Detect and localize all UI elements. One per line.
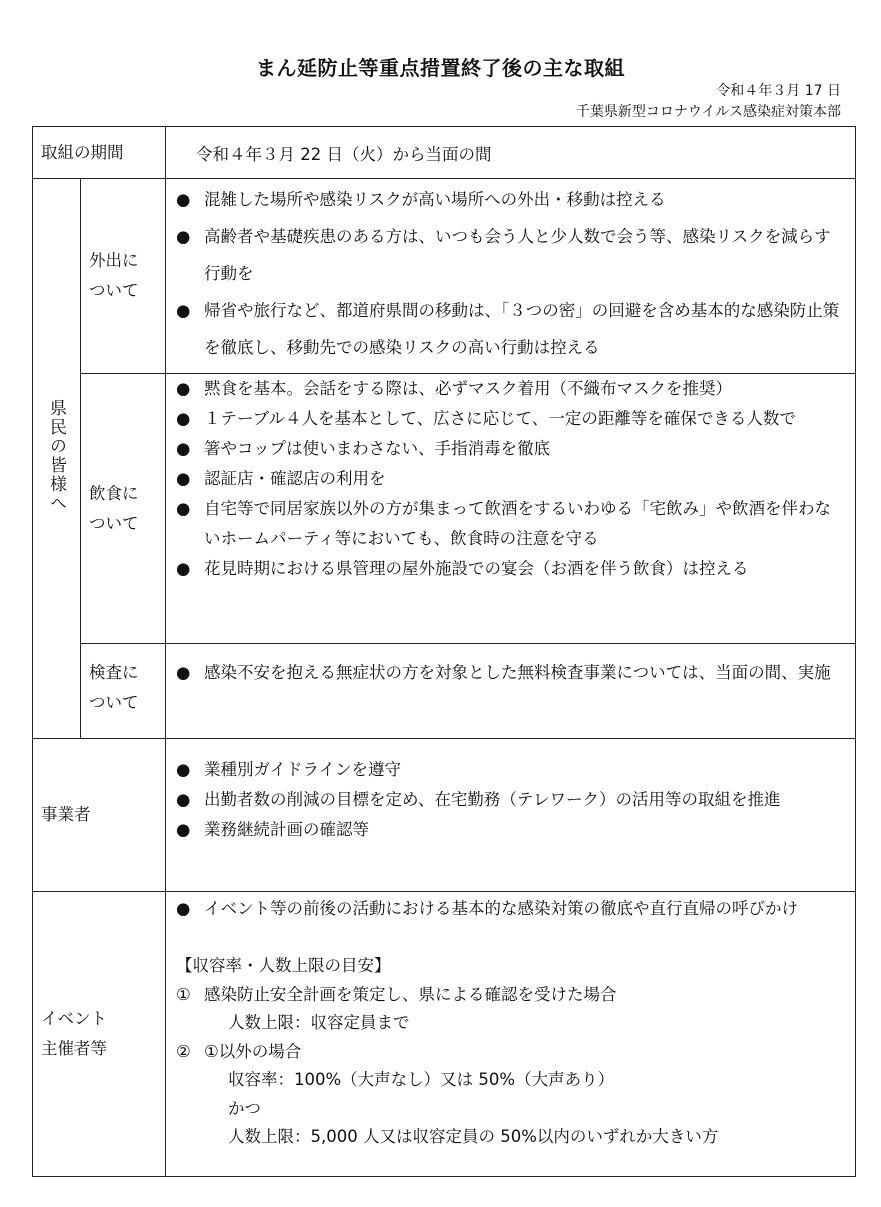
case-2-text: ①以外の場合 — [204, 1041, 302, 1061]
events-list — [166, 894, 855, 924]
list-item: ● 帰省や旅行など、都道府県間の移動は、「３つの密」の回避を含め基本的な感染防止策を徹底し、移動先での感染リスクの高い行動は控える — [176, 292, 847, 366]
list-item: ● 業務継続計画の確認等 — [176, 815, 847, 845]
case-2-detail-3: 人数上限：5,000 人又は収容定員の 50%以内のいずれか大きい方 — [228, 1127, 719, 1146]
page-title: まん延防止等重点措置終了後の主な取組 — [256, 56, 625, 80]
case-1-number: ① — [176, 984, 191, 1004]
case-1-detail: 人数上限：収容定員まで — [228, 1013, 410, 1032]
residents-label: 県民の皆様へ — [46, 399, 66, 513]
outing-list — [166, 181, 855, 366]
issuing-organization: 千葉県新型コロナウイルス感染症対策本部 — [575, 104, 841, 120]
residents-cell — [33, 179, 81, 739]
list-item: ● 業種別ガイドラインを遵守 — [176, 755, 847, 785]
list-item: ● 出勤者数の削減の目標を定め、在宅勤務（テレワーク）の活用等の取組を推進 — [176, 785, 847, 815]
business-label: 事業者 — [41, 805, 91, 824]
case-2-number: ② — [176, 1041, 191, 1061]
outing-label-1: 外出に — [89, 251, 139, 270]
period-label: 取組の期間 — [41, 142, 124, 162]
list-item: ● 箸やコップは使いまわさない、手指消毒を徹底 — [176, 434, 847, 464]
list-item: ● イベント等の前後の活動における基本的な感染対策の徹底や直行直帰の呼びかけ — [176, 894, 847, 924]
case-2-detail-2: かつ — [228, 1098, 261, 1118]
case-2 — [166, 1038, 855, 1067]
list-item: ● 高齢者や基礎疾患のある方は、いつも会う人と少人数で会う等、感染リスクを減らす行動を — [176, 218, 847, 292]
dining-label-2: ついて — [89, 513, 139, 533]
list-item: ● 自宅等で同居家族以外の方が集まって飲酒をするいわゆる「宅飲み」や飲酒を伴わないホームパーティ等においても、飲食時の注意を守る — [176, 494, 847, 554]
list-item: ● １テーブル４人を基本として、広さに応じて、一定の距離等を確保できる人数で — [176, 404, 847, 434]
events-label-1: イベント — [41, 1009, 107, 1028]
issue-date: 令和４年３月 17 日 — [716, 83, 841, 99]
list-item: ● 認証店・確認店の利用を — [176, 464, 847, 494]
business-row — [33, 739, 856, 892]
list-item: ● 花見時期における県管理の屋外施設での宴会（お酒を伴う飲食）は控える — [176, 554, 847, 584]
testing-list — [166, 658, 855, 688]
dining-label-1: 飲食に — [89, 483, 139, 503]
measures-table — [32, 126, 856, 1177]
dining-row — [33, 374, 856, 644]
events-row — [33, 892, 856, 1177]
case-2-detail-1: 収容率：100%（大声なし）又は 50%（大声あり） — [228, 1070, 615, 1089]
case-1 — [166, 981, 855, 1010]
outing-label-2: ついて — [89, 281, 139, 300]
list-item: ● 黙食を基本。会話をする際は、必ずマスク着用（不織布マスクを推奨） — [176, 374, 847, 404]
events-label-2: 主催者等 — [41, 1039, 107, 1058]
case-1-text: 感染防止安全計画を策定し、県による確認を受けた場合 — [204, 984, 617, 1004]
testing-label-1: 検査に — [89, 663, 139, 682]
testing-label-2: ついて — [89, 693, 139, 712]
capacity-subheading: 【収容率・人数上限の目安】 — [176, 956, 391, 975]
dining-list — [166, 374, 855, 584]
period-row — [33, 127, 856, 179]
outing-row — [33, 179, 856, 374]
list-item: ● 感染不安を抱える無症状の方を対象とした無料検査事業については、当面の間、実施 — [176, 658, 847, 688]
period-value: 令和４年３月 22 日（火）から当面の間 — [196, 144, 492, 164]
list-item: ● 混雑した場所や感染リスクが高い場所への外出・移動は控える — [176, 181, 847, 218]
testing-row — [33, 644, 856, 739]
business-list — [166, 755, 855, 845]
